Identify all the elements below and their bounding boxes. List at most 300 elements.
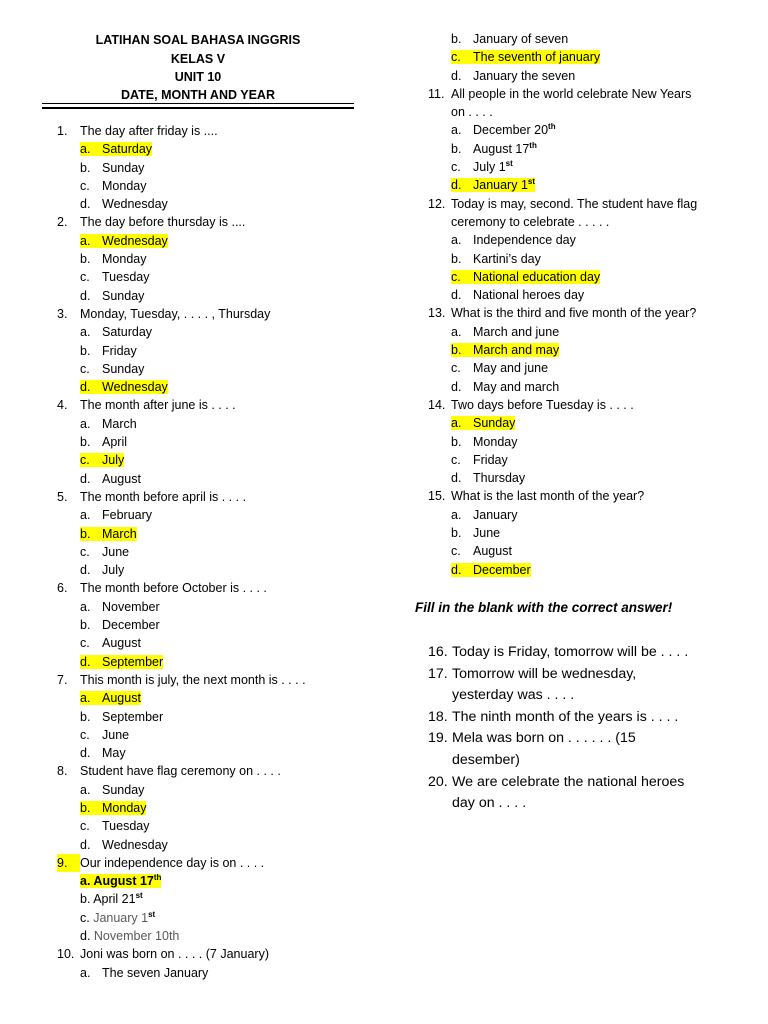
option-text-gray: January 1 bbox=[93, 910, 149, 925]
option-letter: a. bbox=[451, 507, 462, 522]
option-line bbox=[428, 451, 697, 469]
answer-option bbox=[80, 270, 149, 284]
answer-option bbox=[451, 123, 556, 137]
option-letter: b. bbox=[80, 618, 91, 633]
option-text: Monday bbox=[102, 800, 147, 815]
option-text: June bbox=[473, 526, 501, 541]
option-line bbox=[57, 470, 306, 488]
question-line bbox=[57, 945, 306, 963]
question-text: The month after june is . . . . bbox=[80, 398, 236, 413]
option-text: d. bbox=[80, 929, 94, 944]
fill-number: 20. bbox=[428, 773, 448, 790]
option-line bbox=[57, 451, 306, 469]
option-text: March and june bbox=[473, 324, 560, 339]
option-letter: c. bbox=[451, 269, 461, 284]
option-line bbox=[428, 121, 697, 139]
answer-option bbox=[80, 197, 168, 211]
option-line bbox=[57, 598, 306, 616]
answer-option bbox=[451, 361, 548, 375]
fill-in-line bbox=[428, 772, 688, 794]
option-letter: a. bbox=[80, 416, 91, 431]
fill-in-line bbox=[428, 793, 688, 815]
option-letter: a. bbox=[451, 416, 462, 431]
option-letter: c. bbox=[451, 361, 461, 376]
fill-in-title: Fill in the blank with the correct answer! bbox=[415, 600, 673, 615]
option-line bbox=[57, 799, 306, 817]
question-text: Joni was born on . . . . (7 January) bbox=[80, 947, 269, 962]
option-text: July bbox=[102, 563, 125, 578]
option-text: Wednesday bbox=[102, 380, 168, 395]
option-text: Sunday bbox=[102, 288, 145, 303]
question-number: 8. bbox=[57, 764, 68, 779]
header-line-4: DATE, MONTH AND YEAR bbox=[121, 88, 275, 102]
option-text: June bbox=[102, 544, 130, 559]
answer-option bbox=[80, 892, 143, 906]
option-line bbox=[57, 708, 306, 726]
option-line bbox=[428, 158, 697, 176]
option-ordinal-suffix: th bbox=[153, 873, 162, 883]
option-line bbox=[57, 890, 306, 908]
option-ordinal-suffix: st bbox=[148, 909, 156, 919]
option-text: July bbox=[102, 453, 125, 468]
option-line bbox=[428, 506, 697, 524]
option-text: The seven January bbox=[102, 965, 209, 980]
option-line bbox=[57, 927, 306, 945]
option-letter: d. bbox=[80, 380, 91, 395]
answer-option bbox=[80, 545, 129, 559]
question-text: Two days before Tuesday is . . . . bbox=[451, 397, 634, 412]
option-text: Sunday bbox=[102, 361, 145, 376]
option-letter: c. bbox=[451, 50, 461, 65]
option-line bbox=[57, 177, 306, 195]
answer-option bbox=[80, 453, 124, 467]
question-number: 2. bbox=[57, 215, 68, 230]
option-line bbox=[428, 542, 697, 560]
answer-option bbox=[80, 819, 149, 833]
option-line bbox=[428, 359, 697, 377]
answer-option bbox=[80, 234, 168, 248]
option-line bbox=[428, 378, 697, 396]
option-text: b. April 21 bbox=[80, 892, 136, 907]
option-line bbox=[57, 268, 306, 286]
answer-option bbox=[80, 179, 146, 193]
option-text: Friday bbox=[473, 452, 508, 467]
option-letter: a. bbox=[80, 782, 91, 797]
option-line bbox=[57, 232, 306, 250]
option-line bbox=[428, 250, 697, 268]
fill-in-line bbox=[428, 664, 688, 686]
option-text: August bbox=[102, 636, 141, 651]
option-text: Independence day bbox=[473, 233, 576, 248]
answer-option bbox=[80, 527, 137, 541]
answer-option bbox=[451, 471, 525, 485]
option-line bbox=[57, 744, 306, 762]
question-text: Student have flag ceremony on . . . . bbox=[80, 764, 281, 779]
question-line bbox=[57, 396, 306, 414]
question-line bbox=[428, 85, 697, 103]
option-text: July 1 bbox=[473, 160, 506, 175]
option-letter: d. bbox=[80, 471, 91, 486]
option-letter: c. bbox=[451, 544, 461, 559]
answer-option bbox=[80, 161, 144, 175]
question-number: 1. bbox=[57, 124, 68, 138]
option-line bbox=[428, 48, 697, 66]
option-text: National education day bbox=[473, 269, 601, 284]
answer-option bbox=[451, 453, 508, 467]
option-line bbox=[57, 726, 306, 744]
option-text: April bbox=[102, 435, 128, 450]
answer-option bbox=[80, 289, 144, 303]
option-line bbox=[57, 781, 306, 799]
question-number: 3. bbox=[57, 306, 68, 321]
answer-option bbox=[80, 380, 168, 394]
option-text: May and march bbox=[473, 379, 560, 394]
option-text: Sunday bbox=[102, 782, 145, 797]
option-line bbox=[428, 176, 697, 194]
question-line bbox=[57, 488, 306, 506]
question-line bbox=[57, 854, 306, 872]
option-letter: a. bbox=[80, 508, 91, 523]
option-letter: d. bbox=[451, 562, 462, 577]
answer-option bbox=[80, 142, 152, 156]
option-line bbox=[57, 543, 306, 561]
option-letter: c. bbox=[80, 361, 90, 376]
option-line bbox=[57, 415, 306, 433]
option-letter: c. bbox=[451, 452, 461, 467]
option-letter: c. bbox=[80, 819, 90, 834]
option-line bbox=[57, 323, 306, 341]
option-line bbox=[57, 250, 306, 268]
option-line bbox=[57, 817, 306, 835]
fill-in-section bbox=[428, 642, 688, 815]
option-line bbox=[57, 634, 306, 652]
option-text: c. bbox=[80, 910, 94, 925]
option-text: May and june bbox=[473, 361, 549, 376]
fill-in-line bbox=[428, 750, 688, 772]
fill-number: 17. bbox=[428, 665, 448, 682]
option-letter: d. bbox=[451, 379, 462, 394]
option-text: Tuesday bbox=[102, 819, 150, 834]
option-letter: d. bbox=[451, 471, 462, 486]
answer-option bbox=[451, 435, 517, 449]
question-number: 5. bbox=[57, 489, 68, 504]
option-letter: d. bbox=[451, 68, 462, 83]
option-text: August bbox=[102, 691, 141, 706]
question-number: 4. bbox=[57, 398, 68, 413]
option-letter: c. bbox=[80, 727, 90, 742]
option-letter: b. bbox=[451, 343, 462, 358]
option-letter: c. bbox=[80, 636, 90, 651]
option-ordinal-suffix: st bbox=[505, 158, 513, 168]
option-letter: c. bbox=[451, 160, 461, 175]
question-line bbox=[428, 396, 697, 414]
answer-option bbox=[80, 344, 137, 358]
answer-option bbox=[80, 746, 126, 760]
left-question-column bbox=[57, 122, 306, 982]
question-line bbox=[57, 213, 306, 231]
option-letter: d. bbox=[451, 178, 462, 193]
fill-number: 19. bbox=[428, 730, 448, 747]
fill-in-line bbox=[428, 642, 688, 664]
option-line bbox=[57, 561, 306, 579]
option-letter: c. bbox=[80, 453, 90, 468]
option-line bbox=[428, 469, 697, 487]
option-text: Monday bbox=[102, 178, 147, 193]
option-line bbox=[428, 341, 697, 359]
option-letter: b. bbox=[80, 435, 91, 450]
question-text: The month before October is . . . . bbox=[80, 581, 267, 596]
right-question-column bbox=[428, 30, 697, 579]
option-text: Monday bbox=[102, 252, 147, 267]
option-text: December 20 bbox=[473, 123, 549, 138]
option-letter: a. bbox=[80, 325, 91, 340]
option-line bbox=[428, 414, 697, 432]
option-letter: a. bbox=[451, 324, 462, 339]
option-letter: b. bbox=[80, 800, 91, 815]
option-line bbox=[57, 506, 306, 524]
option-letter: b. bbox=[80, 709, 91, 724]
answer-option bbox=[80, 911, 155, 925]
option-line bbox=[57, 342, 306, 360]
question-number: 14. bbox=[428, 397, 446, 412]
option-letter: d. bbox=[80, 654, 91, 669]
option-ordinal-suffix: th bbox=[548, 122, 556, 132]
option-line bbox=[57, 360, 306, 378]
option-letter: d. bbox=[80, 746, 91, 761]
option-letter: b. bbox=[80, 343, 91, 358]
fill-text: We are celebrate the national heroes bbox=[452, 773, 685, 790]
option-text: August 17 bbox=[473, 141, 530, 156]
fill-in-line bbox=[428, 728, 688, 750]
option-letter: c. bbox=[80, 270, 90, 285]
option-text: Wednesday bbox=[102, 197, 168, 212]
option-letter: a. bbox=[80, 965, 91, 980]
question-text: Monday, Tuesday, . . . . , Thursday bbox=[80, 306, 271, 321]
fill-text: The ninth month of the years is . . . . bbox=[452, 708, 679, 725]
option-line bbox=[428, 286, 697, 304]
option-letter: b. bbox=[451, 32, 462, 46]
answer-option bbox=[80, 691, 141, 705]
option-text: August bbox=[102, 471, 141, 486]
answer-option bbox=[80, 655, 163, 669]
option-text: a. August 17 bbox=[80, 874, 154, 889]
option-letter: d. bbox=[451, 288, 462, 303]
option-line bbox=[428, 140, 697, 158]
question-number: 10. bbox=[57, 947, 75, 962]
answer-option bbox=[451, 160, 513, 174]
option-line bbox=[57, 964, 306, 982]
option-line bbox=[428, 30, 697, 48]
fill-number: 18. bbox=[428, 708, 448, 725]
question-text: The day before thursday is .... bbox=[80, 215, 246, 230]
option-text: Tuesday bbox=[102, 270, 150, 285]
question-number: 7. bbox=[57, 672, 68, 687]
question-text: What is the third and five month of the year? bbox=[451, 306, 697, 321]
option-line bbox=[57, 378, 306, 396]
question-number: 9. bbox=[57, 854, 80, 872]
option-line bbox=[57, 872, 306, 890]
answer-option bbox=[80, 728, 129, 742]
option-text: Sunday bbox=[473, 416, 516, 431]
option-text: January the seven bbox=[473, 68, 576, 83]
option-text: Monday bbox=[473, 434, 518, 449]
answer-option bbox=[451, 416, 515, 430]
option-text: Kartini’s day bbox=[473, 251, 541, 266]
option-line bbox=[57, 653, 306, 671]
option-line bbox=[428, 103, 697, 121]
answer-option bbox=[80, 417, 137, 431]
option-text: December bbox=[102, 618, 160, 633]
option-line bbox=[428, 433, 697, 451]
header-line-2: KELAS V bbox=[170, 52, 226, 66]
option-letter: d. bbox=[80, 563, 91, 578]
answer-option bbox=[451, 233, 576, 247]
option-text: December bbox=[473, 562, 531, 577]
option-line bbox=[57, 909, 306, 927]
option-text: May bbox=[102, 746, 126, 761]
option-text: The seventh of january bbox=[473, 50, 601, 65]
option-text: November bbox=[102, 599, 160, 614]
option-letter: a. bbox=[80, 233, 91, 248]
answer-option bbox=[80, 472, 141, 486]
option-letter: d. bbox=[80, 197, 91, 212]
question-number: 13. bbox=[428, 306, 446, 321]
option-text: March bbox=[102, 416, 137, 431]
answer-option bbox=[80, 838, 168, 852]
option-text: August bbox=[473, 544, 512, 559]
answer-option bbox=[451, 50, 600, 64]
option-letter: c. bbox=[80, 178, 90, 193]
question-line bbox=[57, 122, 306, 140]
question-number: 11. bbox=[428, 86, 445, 101]
answer-option bbox=[80, 929, 179, 943]
option-letter: b. bbox=[451, 141, 462, 156]
option-letter: a. bbox=[80, 691, 91, 706]
option-ordinal-suffix: th bbox=[529, 140, 537, 150]
answer-option bbox=[80, 966, 208, 980]
question-line bbox=[57, 305, 306, 323]
question-line bbox=[428, 487, 697, 505]
option-letter: b. bbox=[80, 160, 91, 175]
question-line bbox=[57, 579, 306, 597]
option-line bbox=[428, 231, 697, 249]
option-text: Friday bbox=[102, 343, 137, 358]
option-letter: a. bbox=[451, 233, 462, 248]
question-number: 15. bbox=[428, 489, 446, 504]
option-text: January of seven bbox=[473, 32, 569, 46]
answer-option bbox=[80, 508, 152, 522]
question-line bbox=[57, 671, 306, 689]
option-letter: c. bbox=[80, 544, 90, 559]
option-line bbox=[428, 524, 697, 542]
option-line bbox=[57, 525, 306, 543]
answer-option bbox=[451, 563, 531, 577]
option-line bbox=[57, 433, 306, 451]
option-letter: b. bbox=[80, 252, 91, 267]
option-text: March and may bbox=[473, 343, 560, 358]
answer-option bbox=[80, 801, 146, 815]
option-letter: d. bbox=[80, 288, 91, 303]
option-line bbox=[57, 159, 306, 177]
question-number: 6. bbox=[57, 581, 68, 596]
fill-text: day on . . . . bbox=[452, 795, 527, 812]
answer-option bbox=[80, 435, 127, 449]
fill-in-line bbox=[428, 707, 688, 729]
option-letter: d. bbox=[80, 837, 91, 852]
option-text: Wednesday bbox=[102, 233, 168, 248]
answer-option bbox=[80, 710, 163, 724]
header-rule-thin bbox=[42, 103, 354, 104]
option-line bbox=[428, 268, 697, 286]
question-text-continued: ceremony to celebrate . . . . . bbox=[451, 214, 610, 229]
fill-number: 16. bbox=[428, 644, 448, 660]
option-line bbox=[428, 561, 697, 579]
option-line bbox=[57, 689, 306, 707]
answer-option bbox=[451, 142, 537, 156]
question-text: What is the last month of the year? bbox=[451, 489, 645, 504]
answer-option bbox=[451, 32, 568, 46]
option-line bbox=[57, 836, 306, 854]
question-line bbox=[57, 762, 306, 780]
option-text: March bbox=[102, 526, 137, 541]
option-line bbox=[428, 67, 697, 85]
answer-option bbox=[80, 636, 141, 650]
option-text: Thursday bbox=[473, 471, 526, 486]
answer-option bbox=[451, 526, 500, 540]
answer-option bbox=[80, 563, 124, 577]
answer-option bbox=[451, 178, 535, 192]
option-text: Sunday bbox=[102, 160, 145, 175]
option-line bbox=[428, 323, 697, 341]
fill-in-line bbox=[428, 685, 688, 707]
option-letter: b. bbox=[451, 251, 462, 266]
fill-text: Tomorrow will be wednesday, bbox=[452, 665, 637, 682]
answer-option bbox=[80, 783, 144, 797]
option-line bbox=[57, 140, 306, 158]
option-letter: b. bbox=[451, 434, 462, 449]
answer-option bbox=[80, 325, 152, 339]
answer-option bbox=[451, 544, 512, 558]
question-text: Today is may, second. The student have flag bbox=[451, 196, 698, 211]
question-text: This month is july, the next month is . . . . bbox=[80, 672, 306, 687]
option-line bbox=[57, 195, 306, 213]
answer-option bbox=[451, 69, 575, 83]
answer-option bbox=[451, 252, 541, 266]
option-text: September bbox=[102, 654, 164, 669]
question-text: The day after friday is .... bbox=[80, 124, 218, 138]
fill-text: yesterday was . . . . bbox=[452, 687, 575, 704]
answer-option bbox=[451, 325, 559, 339]
option-letter: a. bbox=[80, 142, 91, 157]
fill-text: Mela was born on . . . . . . (15 bbox=[452, 730, 636, 747]
option-text: September bbox=[102, 709, 164, 724]
option-ordinal-suffix: st bbox=[135, 891, 143, 901]
fill-text: Today is Friday, tomorrow will be . . . . bbox=[452, 644, 689, 660]
question-text: Our independence day is on . . . . bbox=[80, 855, 265, 870]
option-text: Wednesday bbox=[102, 837, 168, 852]
option-text: Saturday bbox=[102, 142, 153, 157]
question-text: All people in the world celebrate New Years bbox=[451, 86, 692, 101]
question-text-continued: on . . . . bbox=[451, 105, 493, 120]
option-text: January 1 bbox=[473, 178, 528, 193]
option-letter: b. bbox=[451, 526, 462, 541]
header-line-1: LATIHAN SOAL BAHASA INGGRIS bbox=[95, 33, 301, 47]
answer-option bbox=[80, 362, 144, 376]
question-line bbox=[428, 304, 697, 322]
answer-option bbox=[80, 600, 160, 614]
header-line-3: UNIT 10 bbox=[174, 70, 222, 84]
option-text: June bbox=[102, 727, 130, 742]
